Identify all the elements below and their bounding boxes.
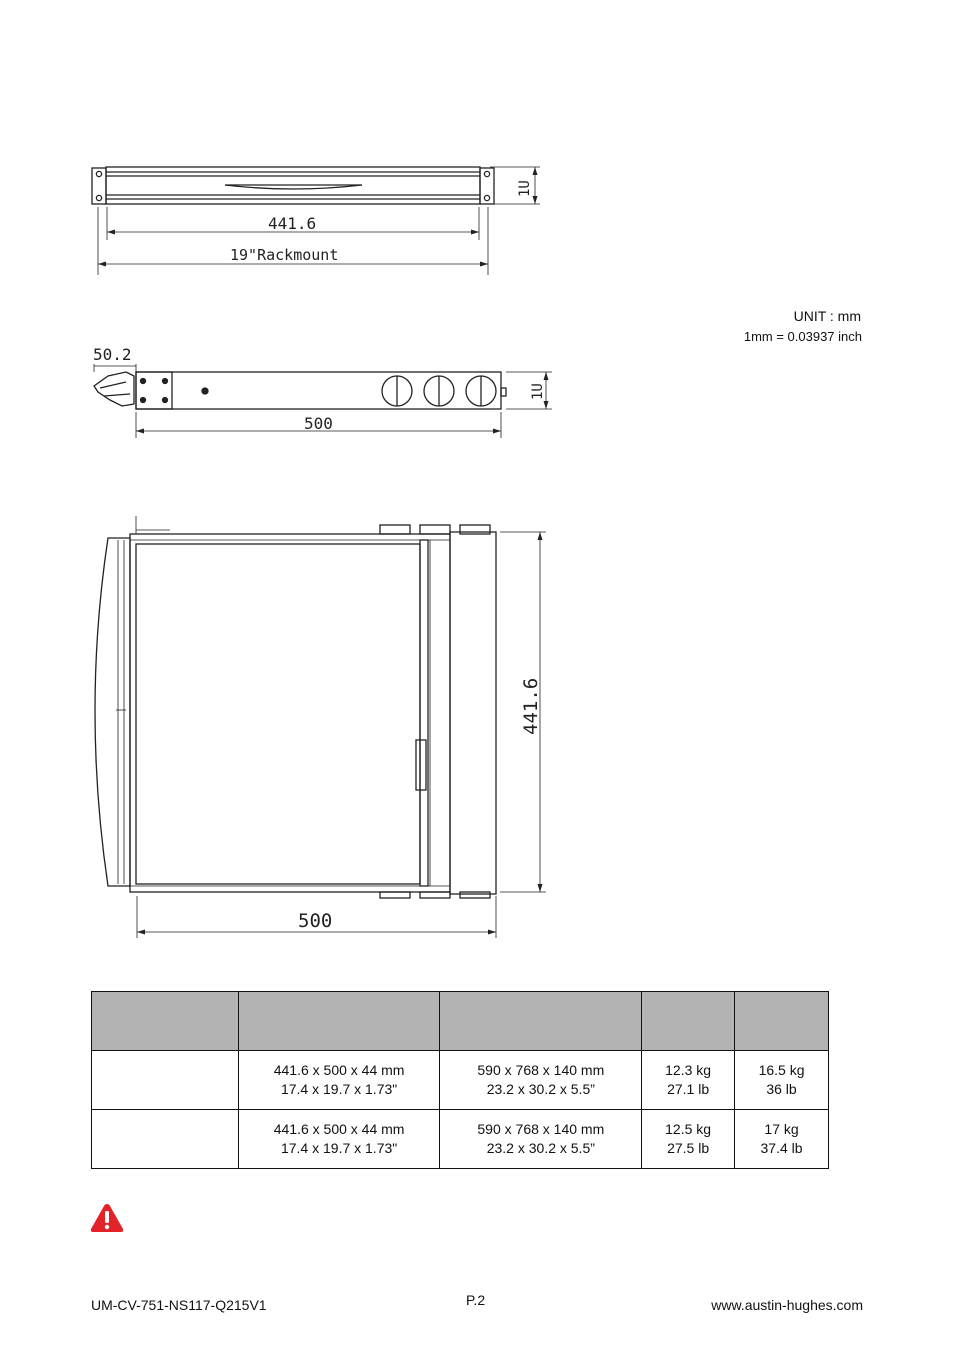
header-net-weight — [642, 992, 735, 1051]
front-width-dim: 441.6 — [268, 214, 317, 233]
side-handle-dim: 50.2 — [93, 345, 132, 364]
cell-package — [440, 1110, 642, 1169]
net-kg: 12.5 kg — [665, 1121, 712, 1137]
website-link[interactable]: www.austin-hughes.com — [711, 1297, 863, 1313]
header-model — [92, 992, 239, 1051]
cell-gross-weight — [735, 1051, 829, 1110]
dim-mm: 441.6 x 500 x 44 mm — [273, 1062, 405, 1078]
warning-icon — [89, 1202, 125, 1234]
net-lb: 27.5 lb — [667, 1140, 710, 1156]
gross-kg: 17 kg — [764, 1121, 799, 1137]
dim-in: 17.4 x 19.7 x 1.73" — [280, 1140, 398, 1156]
gross-kg: 16.5 kg — [758, 1062, 805, 1078]
side-height-dim: 1U — [530, 383, 546, 400]
cell-gross-weight — [735, 1110, 829, 1169]
unit-label: UNIT : mm — [793, 308, 861, 324]
cell-dimension — [238, 1051, 440, 1110]
top-width-dim: 441.6 — [520, 677, 542, 735]
header-dimension — [238, 992, 440, 1051]
cell-model — [92, 1051, 239, 1110]
spec-table — [91, 991, 829, 1169]
cell-net-weight — [642, 1051, 735, 1110]
pkg-in: 23.2 x 30.2 x 5.5” — [486, 1140, 595, 1156]
front-height-dim: 1U — [517, 180, 533, 197]
dim-mm: 441.6 x 500 x 44 mm — [273, 1121, 405, 1137]
top-depth-dim: 500 — [298, 910, 333, 932]
page-number: P.2 — [466, 1292, 486, 1308]
front-rack-dim: 19"Rackmount — [230, 246, 339, 264]
gross-lb: 36 lb — [766, 1081, 797, 1097]
side-depth-dim: 500 — [304, 414, 333, 433]
gross-lb: 37.4 lb — [760, 1140, 803, 1156]
dim-in: 17.4 x 19.7 x 1.73" — [280, 1081, 398, 1097]
table-header-row — [92, 992, 829, 1051]
unit-conversion: 1mm = 0.03937 inch — [743, 329, 862, 344]
table-row — [92, 1110, 829, 1169]
pkg-mm: 590 x 768 x 140 mm — [477, 1062, 605, 1078]
net-lb: 27.1 lb — [667, 1081, 710, 1097]
cell-net-weight — [642, 1110, 735, 1169]
header-gross-weight — [735, 992, 829, 1051]
side-view-drawing — [86, 342, 566, 442]
cell-package — [440, 1051, 642, 1110]
pkg-mm: 590 x 768 x 140 mm — [477, 1121, 605, 1137]
cell-dimension — [238, 1110, 440, 1169]
top-view-drawing — [80, 510, 560, 940]
front-view-drawing — [80, 155, 560, 285]
cell-model — [92, 1110, 239, 1169]
net-kg: 12.3 kg — [665, 1062, 712, 1078]
table-row — [92, 1051, 829, 1110]
doc-code: UM-CV-751-NS117-Q215V1 — [91, 1297, 267, 1313]
header-package — [440, 992, 642, 1051]
pkg-in: 23.2 x 30.2 x 5.5” — [486, 1081, 595, 1097]
